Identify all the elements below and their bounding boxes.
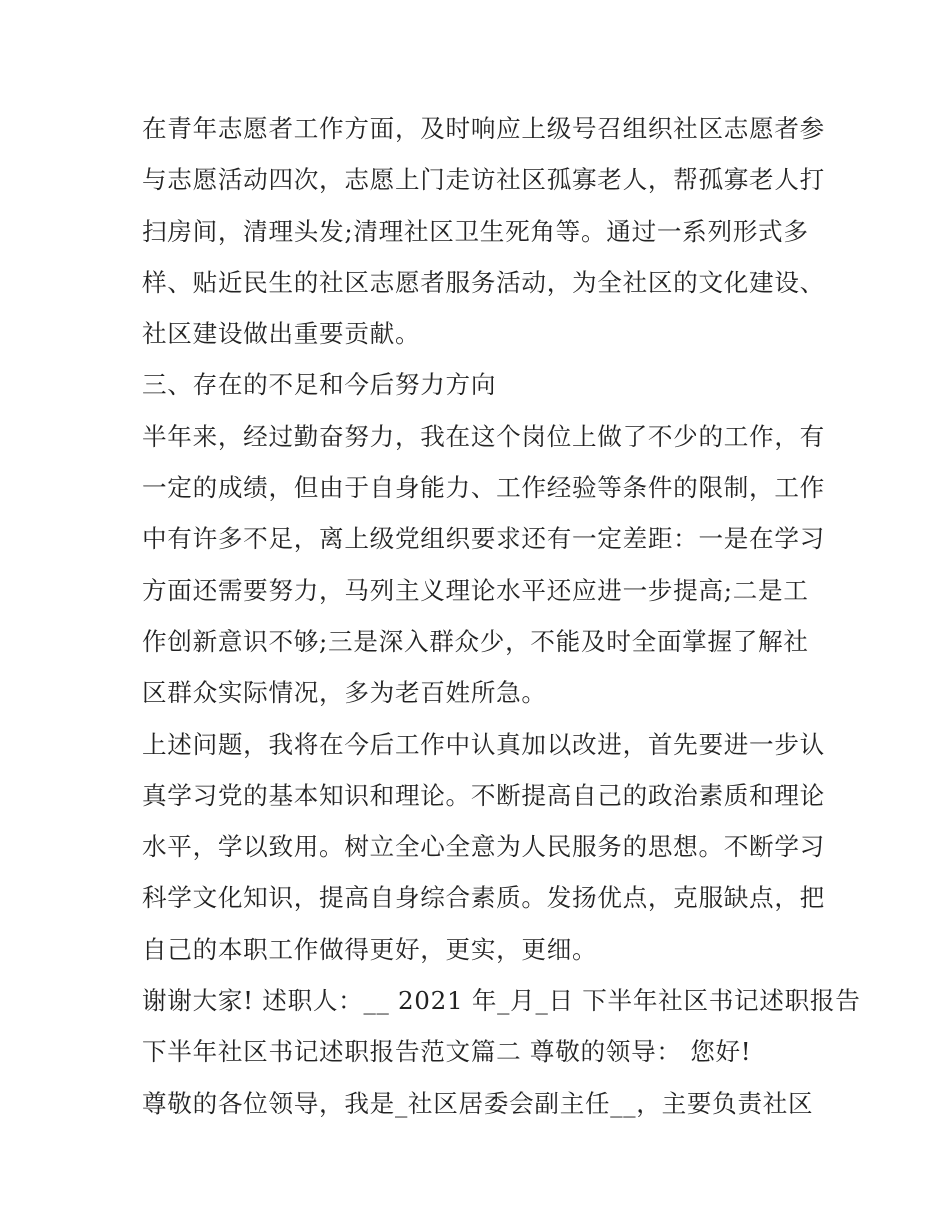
text-line: 真学习党的基本知识和理论。不断提高自己的政治素质和理论 [142, 780, 825, 810]
para-intro [142, 1078, 814, 1129]
text-line: 中有许多不足，离上级党组织要求还有一定差距：一是在学习 [142, 524, 825, 554]
text-line: 水平，学以致用。树立全心全意为人民服务的思想。不断学习 [142, 832, 825, 862]
text-line: 上述问题，我将在今后工作中认真加以改进，首先要进一步认 [142, 729, 825, 759]
text-line: 样、贴近民生的社区志愿者服务活动，为全社区的文化建设、 [142, 267, 825, 297]
text-line: 半年来，经过勤奋努力，我在这个岗位上做了不少的工作，有 [142, 421, 825, 451]
section-heading-shortcomings [142, 359, 814, 410]
para-shortcomings [142, 411, 825, 719]
text-line: 方面还需要努力，马列主义理论水平还应进一步提高;二是工 [142, 575, 809, 605]
text-line: 尊敬的各位领导，我是_社区居委会副主任__，主要负责社区 [142, 1088, 814, 1118]
document-page [142, 103, 861, 1129]
para-volunteer-work [142, 103, 825, 359]
text-line: 一定的成绩，但由于自身能力、工作经验等条件的限制，工作 [142, 473, 825, 503]
text-line: 作创新意识不够;三是深入群众少，不能及时全面掌握了解社 [142, 626, 809, 656]
text-line: 科学文化知识，提高自身综合素质。发扬优点，克服缺点，把 [142, 883, 825, 913]
text-line: 谢谢大家! 述职人：__ 2021 年_月_日 下半年社区书记述职报告 [142, 986, 861, 1016]
text-line: 区群众实际情况，多为老百姓所急。 [142, 678, 547, 708]
text-line: 社区建设做出重要贡献。 [142, 319, 421, 349]
text-line: 与志愿活动四次，志愿上门走访社区孤寡老人，帮孤寡老人打 [142, 165, 825, 195]
para-closing-and-next-title [142, 975, 861, 1078]
text-line: 自己的本职工作做得更好，更实，更细。 [142, 934, 598, 964]
text-line: 下半年社区书记述职报告范文篇二 尊敬的领导： 您好! [142, 1037, 752, 1067]
text-line: 在青年志愿者工作方面，及时响应上级号召组织社区志愿者参 [142, 114, 825, 143]
heading-line: 三、存在的不足和今后努力方向 [142, 370, 497, 400]
text-line: 扫房间，清理头发;清理社区卫生死角等。通过一系列形式多 [142, 216, 809, 246]
para-improvements [142, 719, 825, 975]
